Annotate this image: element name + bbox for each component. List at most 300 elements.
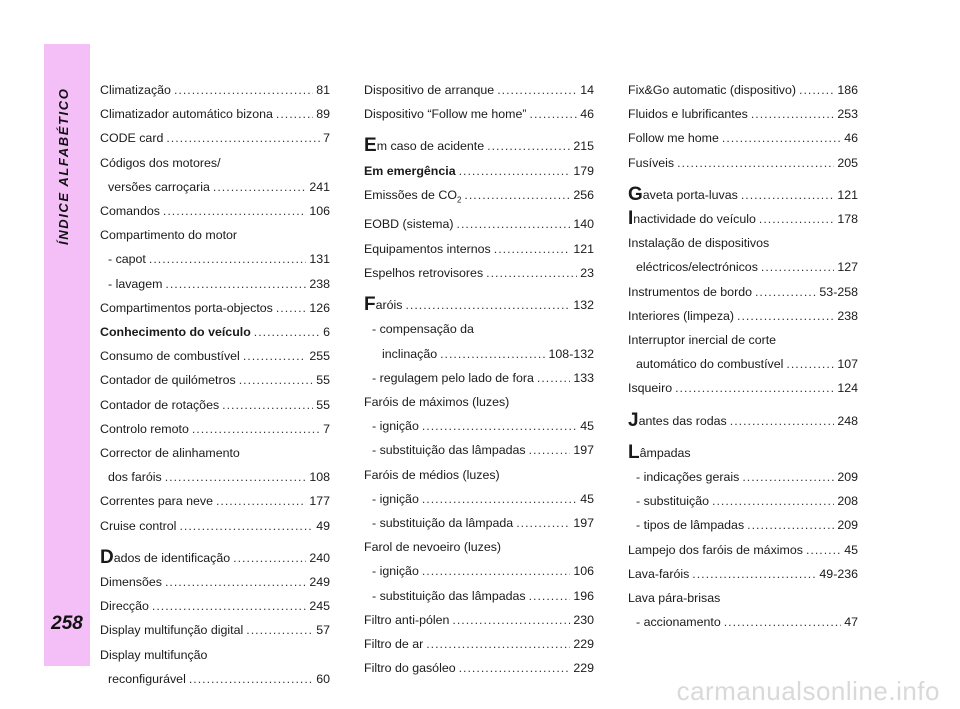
entry-term bbox=[100, 618, 243, 642]
index-entry bbox=[100, 223, 330, 247]
dot-leader bbox=[165, 465, 307, 489]
index-entry bbox=[364, 134, 594, 158]
entry-page: 177 bbox=[309, 494, 330, 509]
index-entry bbox=[628, 352, 858, 376]
index-entry bbox=[100, 441, 330, 465]
entry-term bbox=[372, 559, 419, 583]
entry-term bbox=[108, 272, 162, 296]
entry-text: Consumo de combustível bbox=[100, 349, 240, 364]
dot-leader bbox=[189, 667, 313, 691]
entry-term bbox=[100, 344, 240, 368]
entry-text: Instalação de dispositivos bbox=[628, 236, 770, 251]
entry-text: Dispositivo de arranque bbox=[364, 83, 495, 97]
entry-text: Compartimento do motor bbox=[100, 228, 238, 243]
index-entry bbox=[628, 409, 858, 433]
dot-leader bbox=[276, 296, 306, 320]
letter-gap bbox=[364, 126, 594, 134]
entry-text: Lava pára-brisas bbox=[628, 591, 721, 606]
dot-leader bbox=[494, 237, 571, 261]
entry-term bbox=[628, 207, 756, 231]
entry-page: 238 bbox=[837, 308, 858, 323]
dot-leader bbox=[174, 78, 313, 102]
dot-leader bbox=[216, 489, 306, 513]
entry-page: 55 bbox=[316, 397, 330, 412]
entry-page: 248 bbox=[837, 413, 858, 428]
index-entry bbox=[364, 183, 594, 213]
index-entry bbox=[100, 247, 330, 271]
entry-page: 89 bbox=[316, 107, 330, 122]
index-entry bbox=[628, 513, 858, 537]
dot-leader bbox=[246, 618, 313, 642]
entry-text: Comandos bbox=[100, 204, 160, 219]
index-entry bbox=[364, 584, 594, 608]
dot-leader bbox=[149, 247, 306, 271]
entry-page: 121 bbox=[573, 241, 594, 256]
entry-term bbox=[364, 535, 501, 559]
dot-leader bbox=[192, 417, 320, 441]
entry-page: 245 bbox=[309, 599, 330, 614]
index-entry bbox=[100, 296, 330, 320]
entry-page: 49 bbox=[316, 518, 330, 533]
entry-term bbox=[372, 511, 513, 535]
entry-term bbox=[372, 414, 419, 438]
dot-leader bbox=[179, 514, 313, 538]
index-entry bbox=[100, 489, 330, 513]
dot-leader bbox=[530, 102, 578, 126]
dot-leader bbox=[254, 320, 320, 344]
entry-text: inclinação bbox=[382, 346, 438, 361]
dot-leader bbox=[741, 183, 834, 207]
entry-term bbox=[364, 78, 494, 102]
index-entry bbox=[364, 78, 594, 102]
entry-text: Interiores (limpeza) bbox=[628, 308, 735, 323]
entry-term bbox=[636, 465, 739, 489]
index-entry bbox=[364, 293, 594, 317]
entry-page: 46 bbox=[580, 107, 594, 122]
entry-term bbox=[100, 546, 230, 570]
entry-term bbox=[100, 102, 273, 126]
entry-term bbox=[100, 223, 237, 247]
dot-leader bbox=[243, 344, 307, 368]
entry-page: 108-132 bbox=[548, 346, 594, 361]
entry-term bbox=[100, 126, 163, 150]
entry-text: - regulagem pelo lado de fora bbox=[372, 370, 534, 385]
letter-gap bbox=[628, 401, 858, 409]
entry-text: Direcção bbox=[100, 599, 149, 614]
index-entry bbox=[628, 207, 858, 231]
dot-leader bbox=[755, 280, 816, 304]
dot-leader bbox=[422, 487, 577, 511]
entry-page: 178 bbox=[837, 212, 858, 227]
entry-text: - compensação da bbox=[372, 322, 474, 337]
entry-page: 256 bbox=[573, 187, 594, 202]
entry-term bbox=[364, 102, 527, 126]
entry-text: Lava-faróis bbox=[628, 566, 690, 581]
entry-text: Filtro do gasóleo bbox=[364, 661, 456, 676]
index-column-1 bbox=[100, 78, 330, 691]
entry-term bbox=[100, 151, 221, 175]
entry-term bbox=[628, 102, 748, 126]
dot-leader bbox=[276, 102, 313, 126]
entry-term bbox=[628, 78, 796, 102]
entry-page: 132 bbox=[573, 298, 594, 313]
entry-term bbox=[100, 368, 236, 392]
index-entry bbox=[628, 304, 858, 328]
page-number: 258 bbox=[51, 613, 83, 634]
entry-text: Fluidos e lubrificantes bbox=[628, 107, 748, 122]
entry-text: Climatização bbox=[100, 83, 171, 97]
dot-leader bbox=[761, 255, 834, 279]
dot-leader bbox=[806, 538, 841, 562]
section-initial: E bbox=[364, 135, 377, 157]
index-entry bbox=[364, 342, 594, 366]
entry-term bbox=[628, 409, 727, 433]
index-entry bbox=[364, 159, 594, 183]
dot-leader bbox=[440, 342, 545, 366]
entry-term bbox=[364, 134, 484, 158]
dot-leader bbox=[675, 376, 834, 400]
letter-gap bbox=[364, 285, 594, 293]
dot-leader bbox=[459, 656, 571, 680]
index-entry bbox=[100, 368, 330, 392]
dot-leader bbox=[497, 78, 577, 102]
entry-text: reconfigurável bbox=[108, 671, 186, 686]
entry-text: Isqueiro bbox=[628, 381, 673, 396]
dot-leader bbox=[799, 78, 834, 102]
index-entry bbox=[364, 632, 594, 656]
entry-page: 208 bbox=[837, 494, 858, 509]
entry-term bbox=[628, 231, 769, 255]
entry-text: Fix&Go automatic (dispositivo) bbox=[628, 83, 797, 97]
entry-page: 57 bbox=[316, 623, 330, 638]
entry-term bbox=[628, 304, 734, 328]
entry-page: 197 bbox=[573, 515, 594, 530]
entry-text: Emissões de $CO_2$ bbox=[364, 187, 462, 205]
entry-text: - accionamento bbox=[636, 615, 721, 630]
entry-text: Corrector de alinhamento bbox=[100, 446, 240, 461]
entry-text: Códigos dos motores/ bbox=[100, 155, 221, 170]
entry-page: 45 bbox=[580, 419, 594, 434]
entry-text: Controlo remoto bbox=[100, 421, 189, 436]
entry-page: 215 bbox=[573, 139, 594, 154]
entry-page: 131 bbox=[309, 252, 330, 267]
index-entry bbox=[364, 317, 594, 341]
entry-term bbox=[100, 296, 273, 320]
index-entry bbox=[628, 126, 858, 150]
dot-leader bbox=[165, 272, 306, 296]
entry-text: Climatizador automático bizona bbox=[100, 107, 273, 122]
entry-page: 7 bbox=[323, 131, 330, 146]
index-entry bbox=[364, 102, 594, 126]
entry-page: 209 bbox=[837, 470, 858, 485]
index-entry bbox=[364, 487, 594, 511]
entry-page: 186 bbox=[837, 83, 858, 97]
entry-text: Fusíveis bbox=[628, 155, 675, 170]
index-entry bbox=[100, 126, 330, 150]
dot-leader bbox=[163, 199, 306, 223]
entry-text: Instrumentos de bordo bbox=[628, 284, 752, 299]
index-entry bbox=[100, 393, 330, 417]
entry-page: 229 bbox=[573, 661, 594, 676]
entry-term bbox=[636, 610, 721, 634]
index-entry bbox=[628, 562, 858, 586]
entry-page: 253 bbox=[837, 107, 858, 122]
entry-text: Farol de nevoeiro (luzes) bbox=[364, 540, 502, 555]
entry-page: 126 bbox=[309, 300, 330, 315]
dot-leader bbox=[213, 175, 306, 199]
entry-text: - ignição bbox=[372, 491, 419, 506]
entry-term bbox=[364, 293, 402, 317]
index-column-3 bbox=[628, 78, 858, 634]
entry-page: 197 bbox=[573, 443, 594, 458]
entry-page: 6 bbox=[323, 325, 330, 340]
entry-term bbox=[108, 667, 186, 691]
entry-text: nactividade do veículo bbox=[633, 212, 756, 227]
entry-text: Em emergência bbox=[364, 163, 456, 178]
entry-text: - ignição bbox=[372, 419, 419, 434]
dot-leader bbox=[422, 414, 577, 438]
entry-term bbox=[382, 342, 437, 366]
dot-leader bbox=[730, 409, 835, 433]
index-entry bbox=[100, 465, 330, 489]
index-entry bbox=[628, 183, 858, 207]
index-entry bbox=[628, 280, 858, 304]
index-entry bbox=[364, 608, 594, 632]
entry-term bbox=[100, 78, 171, 102]
dot-leader bbox=[166, 126, 320, 150]
dot-leader bbox=[529, 584, 571, 608]
index-entry bbox=[628, 538, 858, 562]
entry-term bbox=[364, 159, 456, 183]
entry-text: Espelhos retrovisores bbox=[364, 265, 484, 280]
entry-page: 255 bbox=[309, 349, 330, 364]
entry-text: Follow me home bbox=[628, 131, 719, 146]
entry-term bbox=[100, 441, 240, 465]
entry-page: 230 bbox=[573, 612, 594, 627]
index-entry bbox=[628, 151, 858, 175]
dot-leader bbox=[486, 261, 577, 285]
entry-text: Faróis de máximos (luzes) bbox=[364, 394, 510, 409]
entry-text: Lampejo dos faróis de máximos bbox=[628, 542, 803, 557]
entry-page: 179 bbox=[573, 163, 594, 178]
entry-page: 133 bbox=[573, 370, 594, 385]
entry-page: 121 bbox=[837, 187, 858, 202]
dot-leader bbox=[724, 610, 841, 634]
index-entry bbox=[628, 328, 858, 352]
entry-page: 127 bbox=[837, 260, 858, 275]
entry-text: Dispositivo “Follow me home” bbox=[364, 107, 527, 122]
entry-term bbox=[108, 247, 146, 271]
entry-term bbox=[108, 175, 210, 199]
letter-gap bbox=[628, 433, 858, 441]
dot-leader bbox=[457, 212, 571, 236]
entry-page: 140 bbox=[573, 217, 594, 232]
entry-page: 124 bbox=[837, 381, 858, 396]
entry-term bbox=[636, 352, 783, 376]
entry-text: aróis bbox=[375, 298, 403, 313]
index-entry bbox=[100, 320, 330, 344]
entry-text: Correntes para neve bbox=[100, 494, 213, 509]
entry-page: 55 bbox=[316, 373, 330, 388]
entry-text: Faróis de médios (luzes) bbox=[364, 467, 500, 482]
entry-term bbox=[636, 513, 744, 537]
section-initial: L bbox=[628, 441, 640, 463]
index-entry bbox=[364, 414, 594, 438]
dot-leader bbox=[405, 293, 570, 317]
index-entry bbox=[628, 376, 858, 400]
index-entry bbox=[628, 441, 858, 465]
entry-term bbox=[100, 594, 149, 618]
dot-leader bbox=[692, 562, 816, 586]
dot-leader bbox=[537, 366, 570, 390]
entry-text: CODE card bbox=[100, 131, 164, 146]
dot-leader bbox=[722, 126, 841, 150]
entry-text: versões carroçaria bbox=[108, 179, 210, 194]
section-initial: F bbox=[364, 294, 376, 316]
entry-text: âmpadas bbox=[639, 445, 691, 460]
entry-text: - substituição bbox=[636, 494, 710, 509]
entry-text: - tipos de lâmpadas bbox=[636, 518, 745, 533]
dot-leader bbox=[152, 594, 306, 618]
dot-leader bbox=[222, 393, 313, 417]
dot-leader bbox=[742, 465, 834, 489]
entry-text: Display multifunção bbox=[100, 647, 208, 662]
index-entry bbox=[100, 618, 330, 642]
entry-term bbox=[372, 366, 534, 390]
entry-term bbox=[628, 586, 720, 610]
dot-leader bbox=[459, 159, 571, 183]
dot-leader bbox=[165, 570, 306, 594]
entry-term bbox=[628, 183, 738, 207]
dot-leader bbox=[759, 207, 834, 231]
entry-page: 47 bbox=[844, 615, 858, 630]
entry-page: 205 bbox=[837, 155, 858, 170]
entry-term bbox=[364, 237, 491, 261]
dot-leader bbox=[422, 559, 570, 583]
entry-term bbox=[100, 570, 162, 594]
entry-term bbox=[636, 255, 758, 279]
entry-text: - substituição das lâmpadas bbox=[372, 588, 526, 603]
index-entry bbox=[364, 438, 594, 462]
entry-term bbox=[364, 183, 461, 213]
watermark: carmanualsonline.info bbox=[676, 676, 940, 706]
index-column-2 bbox=[364, 78, 594, 680]
index-entry bbox=[364, 656, 594, 680]
index-entry bbox=[628, 465, 858, 489]
index-entry bbox=[100, 570, 330, 594]
entry-page: 49-236 bbox=[819, 566, 858, 581]
entry-page: 240 bbox=[309, 550, 330, 565]
entry-page: 241 bbox=[309, 179, 330, 194]
index-entry bbox=[100, 344, 330, 368]
entry-term bbox=[100, 417, 189, 441]
dot-leader bbox=[677, 151, 834, 175]
entry-page: 60 bbox=[316, 671, 330, 686]
entry-page: 45 bbox=[844, 542, 858, 557]
entry-text: m caso de acidente bbox=[376, 139, 485, 154]
entry-page: 106 bbox=[309, 204, 330, 219]
letter-gap bbox=[100, 538, 330, 546]
index-entry bbox=[628, 231, 858, 255]
dot-leader bbox=[529, 438, 571, 462]
entry-page: 106 bbox=[573, 564, 594, 579]
entry-term bbox=[628, 151, 674, 175]
index-entry bbox=[100, 417, 330, 441]
index-entry bbox=[100, 175, 330, 199]
entry-text: ados de identificação bbox=[113, 550, 231, 565]
index-entry bbox=[100, 514, 330, 538]
entry-text: - ignição bbox=[372, 564, 419, 579]
entry-text: aveta porta-luvas bbox=[642, 187, 738, 202]
index-entry bbox=[364, 511, 594, 535]
entry-page: 23 bbox=[580, 265, 594, 280]
index-entry bbox=[100, 199, 330, 223]
entry-term bbox=[100, 199, 160, 223]
dot-leader bbox=[737, 304, 834, 328]
entry-term bbox=[364, 656, 456, 680]
entry-term bbox=[364, 632, 423, 656]
index-entry bbox=[364, 237, 594, 261]
index-entry bbox=[100, 594, 330, 618]
entry-term bbox=[628, 376, 672, 400]
index-entry bbox=[628, 586, 858, 610]
dot-leader bbox=[426, 632, 570, 656]
index-entry bbox=[628, 610, 858, 634]
index-entry bbox=[100, 546, 330, 570]
entry-text: - indicações gerais bbox=[636, 470, 740, 485]
index-title: ÍNDICE ALFABÉTICO bbox=[56, 87, 71, 245]
index-entry bbox=[100, 643, 330, 667]
entry-term bbox=[628, 441, 691, 465]
entry-term bbox=[372, 317, 474, 341]
entry-text: antes das rodas bbox=[638, 413, 727, 428]
index-entry bbox=[364, 261, 594, 285]
entry-term bbox=[100, 643, 207, 667]
entry-term bbox=[628, 126, 719, 150]
entry-page: 46 bbox=[844, 131, 858, 146]
section-initial: J bbox=[628, 409, 639, 431]
entry-text: - lavagem bbox=[108, 276, 163, 291]
entry-text: Filtro de ar bbox=[364, 636, 424, 651]
dot-leader bbox=[786, 352, 834, 376]
entry-term bbox=[628, 328, 776, 352]
entry-page: 53-258 bbox=[819, 284, 858, 299]
section-initial: G bbox=[628, 183, 643, 205]
entry-text: EOBD (sistema) bbox=[364, 217, 454, 232]
entry-page: 249 bbox=[309, 575, 330, 590]
entry-text: - substituição da lâmpada bbox=[372, 515, 514, 530]
entry-text: automático do combustível bbox=[636, 357, 784, 372]
entry-page: 196 bbox=[573, 588, 594, 603]
entry-text: Interruptor inercial de corte bbox=[628, 333, 777, 348]
entry-term bbox=[628, 538, 803, 562]
entry-text: Equipamentos internos bbox=[364, 241, 491, 256]
entry-term bbox=[100, 489, 213, 513]
entry-term bbox=[628, 562, 689, 586]
dot-leader bbox=[233, 546, 306, 570]
index-entry bbox=[100, 102, 330, 126]
entry-text: Compartimentos porta-objectos bbox=[100, 300, 273, 315]
entry-page: 81 bbox=[316, 83, 330, 97]
index-entry bbox=[364, 366, 594, 390]
entry-term bbox=[100, 393, 219, 417]
dot-leader bbox=[712, 489, 834, 513]
index-entry bbox=[100, 272, 330, 296]
index-entry bbox=[100, 667, 330, 691]
entry-page: 108 bbox=[309, 470, 330, 485]
index-entry bbox=[364, 559, 594, 583]
entry-text: Contador de rotações bbox=[100, 397, 220, 412]
